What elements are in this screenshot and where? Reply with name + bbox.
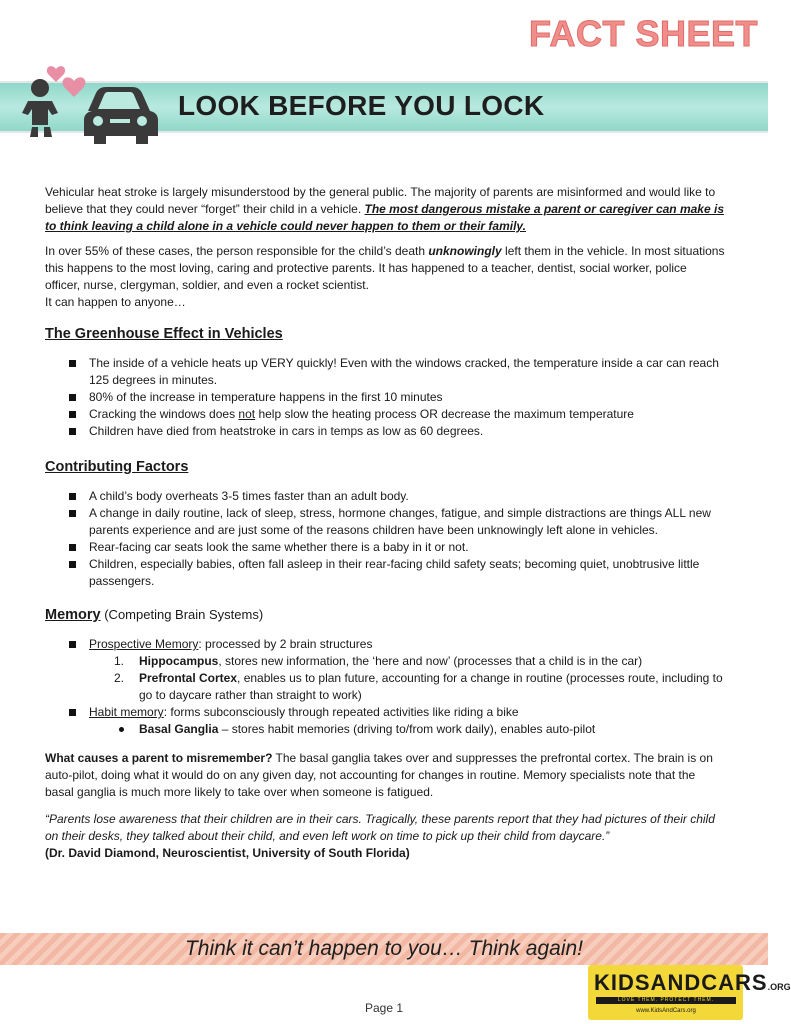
prefrontal-label: Prefrontal Cortex	[139, 671, 238, 685]
sublist-number: 2.	[114, 671, 125, 685]
logo-main-text: KIDSANDCARS	[594, 970, 768, 995]
misremember-question: What causes a parent to misremember?	[45, 751, 273, 765]
heart-icon	[47, 66, 65, 82]
misremember-answer: The basal ganglia takes over and suppresses the prefrontal cortex. The brain is on auto-pilot, doing what it would do on any given day, not accounting for changes in routine. Memory specialists note that the basal ganglia is much more likely to take over when someone is fatigued.	[45, 751, 713, 799]
hippocampus-label: Hippocampus	[139, 654, 219, 668]
logo-org-text: .ORG	[767, 982, 791, 992]
banner	[0, 63, 768, 151]
list-item-underline: not	[238, 407, 256, 421]
basal-ganglia-label: Basal Ganglia	[139, 722, 219, 736]
list-item	[69, 704, 725, 738]
footer-slogan: Think it can’t happen to you… Think again!	[184, 937, 584, 960]
list-item: Rear-facing car seats look the same whether there is a baby in it or not.	[69, 539, 725, 556]
statistics-closing: It can happen to anyone…	[45, 295, 186, 309]
memory-list	[69, 636, 725, 738]
prospective-memory-text: : processed by 2 brain structures	[198, 637, 373, 651]
memory-heading-text: Memory	[45, 607, 101, 623]
logo-wordmark	[594, 970, 791, 1000]
prospective-sublist	[114, 653, 725, 704]
fact-sheet-body	[45, 184, 725, 862]
intro-text: Vehicular heat stroke is largely misunderstood by the general public. The majority of parents are misinformed and would like to believe that they could never “forget” their child in a vehicle.	[45, 185, 716, 216]
statistics-emphasis: unknowingly	[428, 244, 502, 258]
sublist-item	[114, 653, 725, 670]
misremember-paragraph	[45, 750, 725, 801]
prospective-memory-label: Prospective Memory	[89, 637, 199, 651]
hippocampus-text: , stores new information, the ‘here and now’ (processes that a child is in the car)	[218, 654, 643, 668]
list-item: 80% of the increase in temperature happens in the first 10 minutes	[69, 389, 725, 406]
list-item-text: Cracking the windows does	[89, 407, 239, 421]
statistics-paragraph	[45, 243, 725, 311]
factors-list	[69, 488, 725, 590]
list-item	[69, 636, 725, 704]
intro-paragraph	[45, 184, 725, 235]
baby-car-hearts-icon	[14, 59, 164, 155]
list-item-text: help slow the heating process OR decrease the maximum temperature	[255, 407, 634, 421]
quote-source: (Dr. David Diamond, Neuroscientist, University of South Florida)	[45, 846, 410, 860]
heart-icon	[63, 77, 86, 97]
habit-memory-label: Habit memory	[89, 705, 164, 719]
logo-tagline: LOVE THEM. PROTECT THEM.	[596, 997, 736, 1004]
habit-memory-text: : forms subconsciously through repeated activities like riding a bike	[163, 705, 519, 719]
memory-subheading: (Competing Brain Systems)	[100, 607, 264, 622]
logo-url: www.KidsAndCars.org	[636, 1008, 696, 1014]
expert-quote: “Parents lose awareness that their children are in their cars. Tragically, these parents report that they had pictures of their child on their desks, they talked about their child, and even left work on time to pick up their child from daycare.”	[45, 812, 715, 843]
sublist-number: 1.	[114, 654, 125, 668]
list-item: A child’s body overheats 3-5 times faster than an adult body.	[69, 488, 725, 505]
statistics-text: In over 55% of these cases, the person responsible for the child’s death	[45, 244, 429, 258]
list-item: A change in daily routine, lack of sleep, stress, hormone changes, fatigue, and simple distractions are things ALL new parents experience and are just some of the reasons children have been unknowingly left alone in vehicles.	[69, 505, 725, 539]
greenhouse-list	[69, 355, 725, 440]
habit-sublist	[117, 721, 725, 738]
statistics-text-cont: left them in the vehicle. In most situations this happens to the most loving, caring and protective parents. It has happened to a teacher, dentist, social worker, police officer, nurse, clergyman, soldier, and even a rocket scientist.	[45, 244, 725, 292]
kidsandcars-logo[interactable]	[588, 965, 791, 1020]
list-item: Children, especially babies, often fall asleep in their rear-facing child safety seats; becoming quiet, unobtrusive little passengers.	[69, 556, 725, 590]
memory-heading	[45, 606, 725, 624]
sublist-item	[114, 670, 725, 704]
page-number: Page 1	[364, 1001, 404, 1015]
list-item	[69, 406, 725, 423]
fact-sheet-title: FACT SHEET	[528, 13, 758, 54]
banner-title: LOOK BEFORE YOU LOCK	[178, 90, 545, 121]
list-item: Children have died from heatstroke in cars in temps as low as 60 degrees.	[69, 423, 725, 440]
intro-emphasis: The most dangerous mistake a parent or caregiver can make is to think leaving a child alone in a vehicle could never happen to them or their family.	[45, 202, 724, 233]
sublist-item	[117, 721, 725, 738]
prefrontal-text: , enables us to plan future, accounting for a change in routine (processes route, including to go to daycare rather than straight to work)	[139, 671, 723, 702]
greenhouse-heading: The Greenhouse Effect in Vehicles	[45, 326, 283, 342]
list-item: The inside of a vehicle heats up VERY quickly! Even with the windows cracked, the temperature inside a car can reach 125 degrees in minutes.	[69, 355, 725, 389]
basal-ganglia-text: – stores habit memories (driving to/from work daily), enables auto-pilot	[218, 722, 596, 736]
factors-heading: Contributing Factors	[45, 459, 189, 475]
